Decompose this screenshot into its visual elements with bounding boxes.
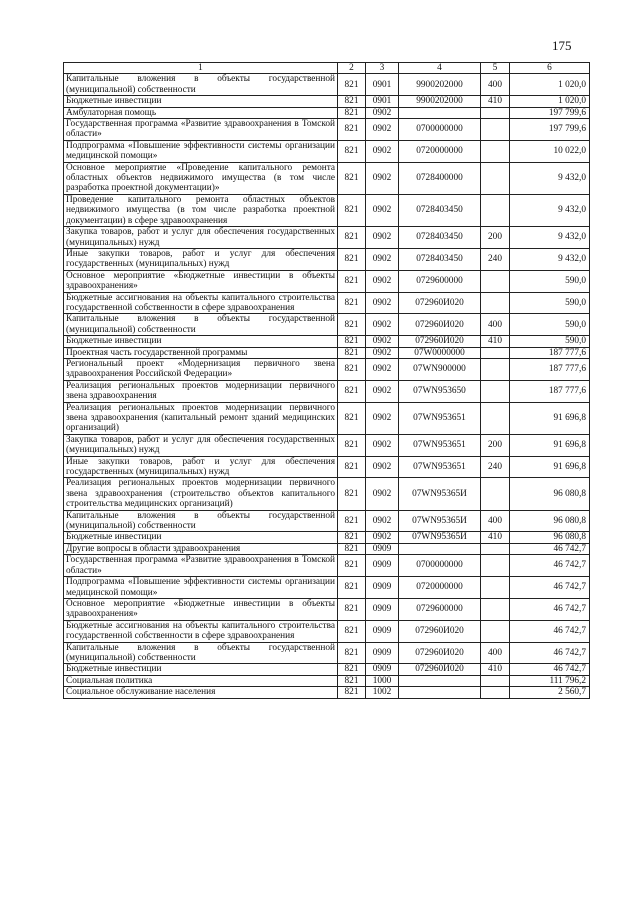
row-amount-cell: 46 742,7: [510, 598, 590, 620]
row-expense-type-cell: 400: [481, 642, 510, 664]
row-expense-type-cell: [481, 140, 510, 162]
table-row: [64, 292, 590, 314]
row-name-cell: Бюджетные инвестиции: [64, 336, 338, 347]
row-name-cell: Бюджетные инвестиции: [64, 96, 338, 107]
row-name-cell: Государственная программа «Развитие здравоохранения в Томской области»: [64, 119, 338, 141]
row-section-cell: 0909: [366, 664, 399, 675]
row-ministry-cell: 821: [338, 292, 366, 314]
row-expense-type-cell: [481, 270, 510, 292]
row-section-cell: 0909: [366, 543, 399, 554]
row-section-cell: 0909: [366, 598, 399, 620]
row-ministry-cell: 821: [338, 478, 366, 510]
row-target-cell: 0720000000: [399, 577, 481, 599]
row-section-cell: 0909: [366, 642, 399, 664]
row-name-cell: Иные закупки товаров, работ и услуг для обеспечения государственных (муниципальных) нужд: [64, 456, 338, 478]
header-cell-name: 1: [64, 63, 338, 74]
row-expense-type-cell: 200: [481, 227, 510, 249]
row-amount-cell: 46 742,7: [510, 555, 590, 577]
row-expense-type-cell: 240: [481, 456, 510, 478]
row-expense-type-cell: [481, 119, 510, 141]
row-name-cell: Основное мероприятие «Бюджетные инвестиции в объекты здравоохранения»: [64, 598, 338, 620]
row-amount-cell: 46 742,7: [510, 642, 590, 664]
row-target-cell: 0728403450: [399, 194, 481, 226]
row-name-cell: Основное мероприятие «Бюджетные инвестиции в объекты здравоохранения»: [64, 270, 338, 292]
table-row: [64, 402, 590, 434]
header-cell-expense-type: 5: [481, 63, 510, 74]
table-row: [64, 620, 590, 642]
row-expense-type-cell: [481, 478, 510, 510]
row-section-cell: 0902: [366, 478, 399, 510]
row-section-cell: 0902: [366, 119, 399, 141]
row-amount-cell: 46 742,7: [510, 577, 590, 599]
row-target-cell: 07WN953651: [399, 456, 481, 478]
row-target-cell: 9900202000: [399, 96, 481, 107]
row-name-cell: Основное мероприятие «Проведение капитального ремонта областных объектов недвижимого имущества (в том числе разработка проектной документации)»: [64, 162, 338, 194]
row-ministry-cell: 821: [338, 642, 366, 664]
header-cell-section: 3: [366, 63, 399, 74]
row-name-cell: Проектная часть государственной программы: [64, 347, 338, 358]
row-ministry-cell: 821: [338, 675, 366, 686]
row-expense-type-cell: 240: [481, 248, 510, 270]
table-row: [64, 74, 590, 96]
row-section-cell: 0902: [366, 510, 399, 532]
row-amount-cell: 590,0: [510, 270, 590, 292]
row-expense-type-cell: [481, 598, 510, 620]
row-expense-type-cell: [481, 347, 510, 358]
table-row: [64, 543, 590, 554]
row-name-cell: Капитальные вложения в объекты государственной (муниципальной) собственности: [64, 642, 338, 664]
row-expense-type-cell: [481, 555, 510, 577]
row-amount-cell: 187 777,6: [510, 358, 590, 380]
row-section-cell: 0902: [366, 292, 399, 314]
row-amount-cell: 590,0: [510, 336, 590, 347]
row-amount-cell: 91 696,8: [510, 434, 590, 456]
row-section-cell: 0902: [366, 194, 399, 226]
row-expense-type-cell: 400: [481, 314, 510, 336]
table-row: [64, 314, 590, 336]
row-name-cell: Бюджетные инвестиции: [64, 664, 338, 675]
row-target-cell: 9900202000: [399, 74, 481, 96]
table-row: [64, 96, 590, 107]
table-row: [64, 510, 590, 532]
row-section-cell: 1002: [366, 687, 399, 698]
row-target-cell: 07WN900000: [399, 358, 481, 380]
row-ministry-cell: 821: [338, 194, 366, 226]
row-amount-cell: 9 432,0: [510, 248, 590, 270]
row-amount-cell: 197 799,6: [510, 107, 590, 118]
table-row: [64, 675, 590, 686]
row-target-cell: 072960И020: [399, 642, 481, 664]
row-name-cell: Бюджетные ассигнования на объекты капитального строительства государственной собственности в сфере здравоохранения: [64, 292, 338, 314]
row-expense-type-cell: [481, 687, 510, 698]
row-section-cell: 0902: [366, 456, 399, 478]
row-target-cell: 07WN95365И: [399, 510, 481, 532]
row-amount-cell: 9 432,0: [510, 194, 590, 226]
row-ministry-cell: 821: [338, 456, 366, 478]
row-expense-type-cell: [481, 194, 510, 226]
row-expense-type-cell: [481, 107, 510, 118]
row-section-cell: 0902: [366, 380, 399, 402]
table-header-row: [64, 63, 590, 74]
row-target-cell: 072960И020: [399, 620, 481, 642]
row-expense-type-cell: [481, 675, 510, 686]
row-section-cell: 0902: [366, 358, 399, 380]
table-row: [64, 162, 590, 194]
row-section-cell: 0902: [366, 248, 399, 270]
row-section-cell: 0902: [366, 140, 399, 162]
row-name-cell: Социальное обслуживание населения: [64, 687, 338, 698]
row-expense-type-cell: 410: [481, 336, 510, 347]
row-target-cell: 0728400000: [399, 162, 481, 194]
row-target-cell: 0729600000: [399, 270, 481, 292]
row-name-cell: Государственная программа «Развитие здравоохранения в Томской области»: [64, 555, 338, 577]
row-name-cell: Бюджетные ассигнования на объекты капитального строительства государственной собственности в сфере здравоохранения: [64, 620, 338, 642]
row-ministry-cell: 821: [338, 314, 366, 336]
row-target-cell: 0729600000: [399, 598, 481, 620]
row-ministry-cell: 821: [338, 96, 366, 107]
budget-table: [63, 62, 590, 699]
row-ministry-cell: 821: [338, 543, 366, 554]
row-expense-type-cell: [481, 358, 510, 380]
row-expense-type-cell: [481, 543, 510, 554]
row-ministry-cell: 821: [338, 248, 366, 270]
row-ministry-cell: 821: [338, 687, 366, 698]
row-expense-type-cell: [481, 292, 510, 314]
row-amount-cell: 197 799,6: [510, 119, 590, 141]
row-section-cell: 0909: [366, 577, 399, 599]
row-amount-cell: 10 022,0: [510, 140, 590, 162]
row-ministry-cell: 821: [338, 510, 366, 532]
row-section-cell: 0902: [366, 162, 399, 194]
row-target-cell: 0700000000: [399, 119, 481, 141]
table-row: [64, 248, 590, 270]
row-name-cell: Подпрограмма «Повышение эффективности системы организации медицинской помощи»: [64, 577, 338, 599]
row-name-cell: Капитальные вложения в объекты государственной (муниципальной) собственности: [64, 510, 338, 532]
row-target-cell: 07W0000000: [399, 347, 481, 358]
row-amount-cell: 9 432,0: [510, 162, 590, 194]
table-row: [64, 456, 590, 478]
row-section-cell: 0901: [366, 74, 399, 96]
row-expense-type-cell: 410: [481, 664, 510, 675]
row-name-cell: Подпрограмма «Повышение эффективности системы организации медицинской помощи»: [64, 140, 338, 162]
row-amount-cell: 1 020,0: [510, 96, 590, 107]
row-target-cell: [399, 107, 481, 118]
row-amount-cell: 91 696,8: [510, 456, 590, 478]
row-ministry-cell: 821: [338, 336, 366, 347]
row-name-cell: Реализация региональных проектов модернизации первичного звена здравоохранения: [64, 380, 338, 402]
row-target-cell: 0728403450: [399, 248, 481, 270]
row-section-cell: 0902: [366, 314, 399, 336]
row-target-cell: 072960И020: [399, 664, 481, 675]
row-ministry-cell: 821: [338, 140, 366, 162]
row-ministry-cell: 821: [338, 664, 366, 675]
row-target-cell: 0728403450: [399, 227, 481, 249]
table-row: [64, 140, 590, 162]
header-cell-ministry: 2: [338, 63, 366, 74]
row-name-cell: Проведение капитального ремонта областных объектов недвижимого имущества (в том числе разработка проектной документации) в сфере здравоохранения: [64, 194, 338, 226]
row-ministry-cell: 821: [338, 577, 366, 599]
table-row: [64, 478, 590, 510]
row-ministry-cell: 821: [338, 532, 366, 543]
table-row: [64, 194, 590, 226]
row-target-cell: 07WN95365И: [399, 478, 481, 510]
row-expense-type-cell: 400: [481, 74, 510, 96]
row-expense-type-cell: 200: [481, 434, 510, 456]
row-name-cell: Капитальные вложения в объекты государственной (муниципальной) собственности: [64, 314, 338, 336]
row-name-cell: Другие вопросы в области здравоохранения: [64, 543, 338, 554]
row-section-cell: 0902: [366, 347, 399, 358]
table-row: [64, 227, 590, 249]
row-section-cell: 0902: [366, 532, 399, 543]
table-row: [64, 555, 590, 577]
row-amount-cell: 96 080,8: [510, 532, 590, 543]
row-target-cell: 07WN95365И: [399, 532, 481, 543]
row-ministry-cell: 821: [338, 119, 366, 141]
table-row: [64, 664, 590, 675]
row-section-cell: 0902: [366, 402, 399, 434]
page-number: 175: [552, 38, 572, 53]
row-ministry-cell: 821: [338, 347, 366, 358]
row-target-cell: 07WN953651: [399, 402, 481, 434]
row-amount-cell: 96 080,8: [510, 510, 590, 532]
row-name-cell: Бюджетные инвестиции: [64, 532, 338, 543]
table-row: [64, 380, 590, 402]
row-amount-cell: 9 432,0: [510, 227, 590, 249]
row-name-cell: Иные закупки товаров, работ и услуг для обеспечения государственных (муниципальных) нужд: [64, 248, 338, 270]
row-expense-type-cell: [481, 162, 510, 194]
row-ministry-cell: 821: [338, 598, 366, 620]
row-amount-cell: 46 742,7: [510, 664, 590, 675]
row-section-cell: 0902: [366, 107, 399, 118]
row-section-cell: 0902: [366, 270, 399, 292]
row-expense-type-cell: 400: [481, 510, 510, 532]
table-row: [64, 358, 590, 380]
row-expense-type-cell: [481, 380, 510, 402]
row-ministry-cell: 821: [338, 74, 366, 96]
row-amount-cell: 46 742,7: [510, 543, 590, 554]
row-name-cell: Закупка товаров, работ и услуг для обеспечения государственных (муниципальных) нужд: [64, 227, 338, 249]
row-target-cell: 072960И020: [399, 314, 481, 336]
row-ministry-cell: 821: [338, 402, 366, 434]
row-target-cell: [399, 675, 481, 686]
row-name-cell: Капитальные вложения в объекты государственной (муниципальной) собственности: [64, 74, 338, 96]
table-row: [64, 577, 590, 599]
row-target-cell: 072960И020: [399, 292, 481, 314]
row-ministry-cell: 821: [338, 380, 366, 402]
row-amount-cell: 1 020,0: [510, 74, 590, 96]
header-cell-target: 4: [399, 63, 481, 74]
table-row: [64, 532, 590, 543]
header-cell-amount: 6: [510, 63, 590, 74]
row-section-cell: 0902: [366, 336, 399, 347]
table-row: [64, 107, 590, 118]
table-row: [64, 598, 590, 620]
row-expense-type-cell: [481, 402, 510, 434]
row-section-cell: 0901: [366, 96, 399, 107]
row-name-cell: Социальная политика: [64, 675, 338, 686]
row-ministry-cell: 821: [338, 227, 366, 249]
row-expense-type-cell: 410: [481, 532, 510, 543]
row-ministry-cell: 821: [338, 434, 366, 456]
row-ministry-cell: 821: [338, 162, 366, 194]
row-ministry-cell: 821: [338, 555, 366, 577]
row-amount-cell: 96 080,8: [510, 478, 590, 510]
row-amount-cell: 2 560,7: [510, 687, 590, 698]
row-section-cell: 0902: [366, 227, 399, 249]
row-target-cell: 0720000000: [399, 140, 481, 162]
row-name-cell: Реализация региональных проектов модернизации первичного звена здравоохранения (капитальный ремонт зданий медицинских организаций): [64, 402, 338, 434]
row-target-cell: 0700000000: [399, 555, 481, 577]
table-row: [64, 336, 590, 347]
row-section-cell: 1000: [366, 675, 399, 686]
table-row: [64, 434, 590, 456]
row-expense-type-cell: [481, 620, 510, 642]
table-row: [64, 270, 590, 292]
table-row: [64, 119, 590, 141]
row-section-cell: 0902: [366, 434, 399, 456]
row-target-cell: 072960И020: [399, 336, 481, 347]
row-target-cell: 07WN953651: [399, 434, 481, 456]
row-ministry-cell: 821: [338, 270, 366, 292]
row-target-cell: 07WN953650: [399, 380, 481, 402]
row-target-cell: [399, 687, 481, 698]
row-ministry-cell: 821: [338, 620, 366, 642]
row-amount-cell: 46 742,7: [510, 620, 590, 642]
row-amount-cell: 590,0: [510, 314, 590, 336]
row-section-cell: 0909: [366, 555, 399, 577]
row-section-cell: 0909: [366, 620, 399, 642]
row-amount-cell: 187 777,6: [510, 347, 590, 358]
row-expense-type-cell: 410: [481, 96, 510, 107]
row-amount-cell: 187 777,6: [510, 380, 590, 402]
row-name-cell: Амбулаторная помощь: [64, 107, 338, 118]
row-amount-cell: 111 796,2: [510, 675, 590, 686]
row-amount-cell: 590,0: [510, 292, 590, 314]
row-ministry-cell: 821: [338, 107, 366, 118]
row-amount-cell: 91 696,8: [510, 402, 590, 434]
row-ministry-cell: 821: [338, 358, 366, 380]
row-expense-type-cell: [481, 577, 510, 599]
table-row: [64, 687, 590, 698]
row-name-cell: Закупка товаров, работ и услуг для обеспечения государственных (муниципальных) нужд: [64, 434, 338, 456]
row-target-cell: [399, 543, 481, 554]
row-name-cell: Региональный проект «Модернизация первичного звена здравоохранения Российской Федерации»: [64, 358, 338, 380]
table-row: [64, 347, 590, 358]
row-name-cell: Реализация региональных проектов модернизации первичного звена здравоохранения (строительство объектов капитального строительства медицинских организаций): [64, 478, 338, 510]
table-row: [64, 642, 590, 664]
